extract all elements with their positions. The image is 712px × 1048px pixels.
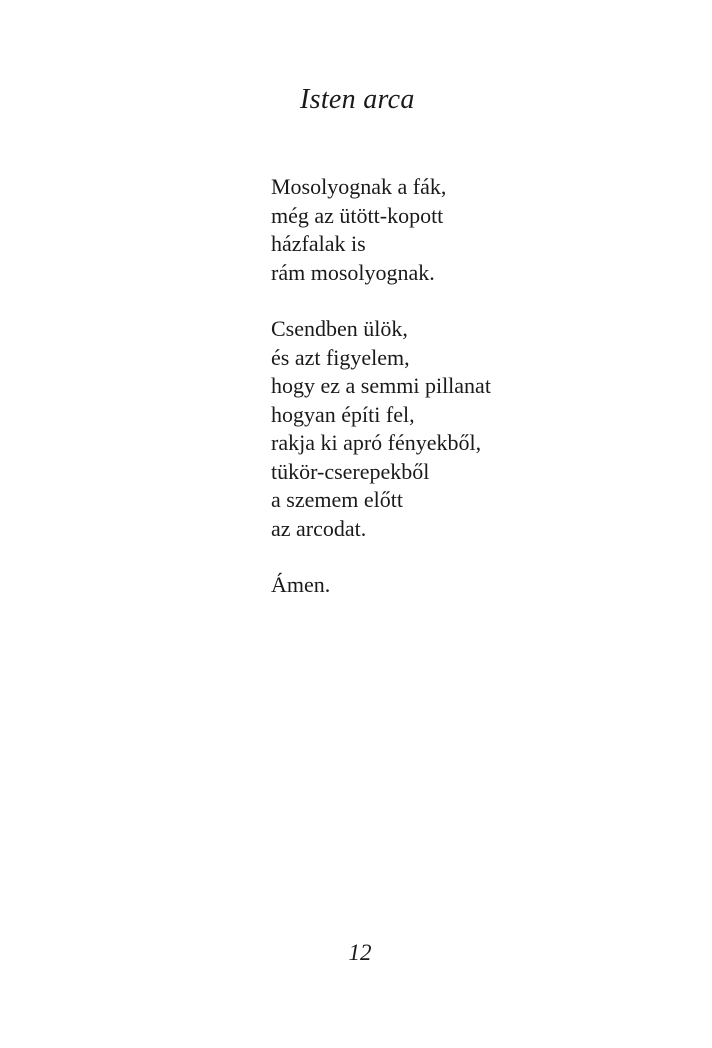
poem-line: rám mosolyognak. [271, 259, 435, 285]
poem-line: Csendben ülök, [271, 316, 408, 341]
poem-line: még az ütött-kopott [271, 202, 444, 228]
poem-line: a szemem előtt [271, 487, 403, 512]
poem-line: rakja ki apró fényekből, [271, 430, 482, 455]
stanza-2 [271, 315, 671, 543]
poem-line: hogyan építi fel, [271, 401, 415, 427]
poem-line: Ámen. [271, 572, 331, 597]
poem-line: és azt figyelem, [271, 344, 410, 370]
page-number: 12 [348, 940, 372, 965]
poem-line: házfalak is [271, 231, 366, 256]
poem-body [271, 173, 671, 628]
poem-line: tükör-cserepekből [271, 458, 430, 484]
poem-title: Isten arca [300, 84, 415, 115]
poem-line: Mosolyognak a fák, [271, 174, 447, 199]
poem-line: hogy ez a semmi pillanat [271, 373, 491, 398]
stanza-1 [271, 173, 671, 287]
poem-line: az arcodat. [271, 515, 367, 541]
stanza-3 [271, 571, 671, 600]
